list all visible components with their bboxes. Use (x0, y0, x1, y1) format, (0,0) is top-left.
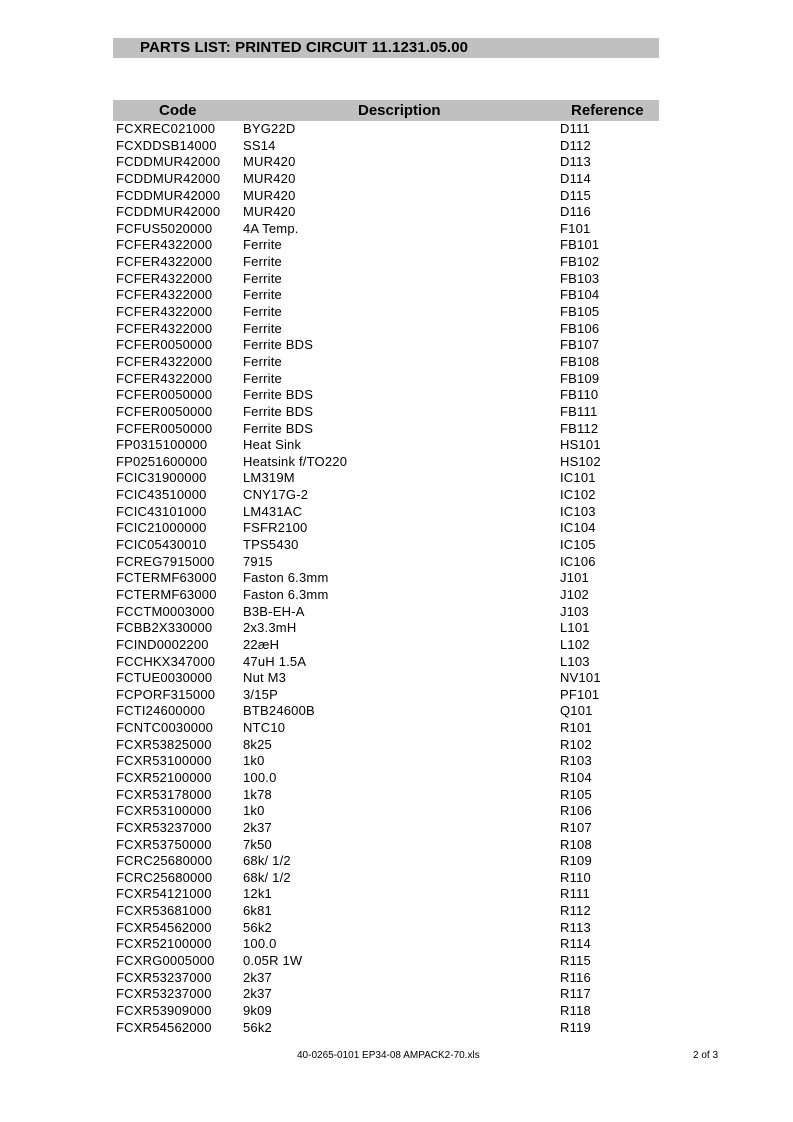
part-description: Faston 6.3mm (243, 586, 329, 602)
part-reference: IC106 (560, 553, 596, 569)
part-description: Ferrite (243, 237, 282, 253)
part-reference: D113 (560, 154, 591, 170)
table-row (0, 321, 793, 338)
part-reference: R108 (560, 836, 592, 852)
part-description: 9k09 (243, 1002, 272, 1018)
part-reference: J102 (560, 586, 589, 602)
table-row (0, 387, 793, 404)
part-code: FCXR53237000 (116, 969, 212, 985)
table-row (0, 670, 793, 687)
part-code: FCXR53237000 (116, 819, 212, 835)
part-description: Nut M3 (243, 670, 287, 686)
part-reference: FB102 (560, 254, 600, 270)
part-description: MUR420 (243, 187, 296, 203)
part-description: LM319M (243, 470, 295, 486)
table-row (0, 703, 793, 720)
part-description: TPS5430 (243, 537, 299, 553)
part-description: Ferrite BDS (243, 420, 314, 436)
part-description: Ferrite (243, 304, 282, 320)
part-description: Ferrite (243, 353, 282, 369)
part-reference: IC104 (560, 520, 596, 536)
part-code: FCDDMUR42000 (116, 154, 221, 170)
part-code: FCFER4322000 (116, 304, 213, 320)
part-description: 3/15P (243, 686, 278, 702)
part-description: 12k1 (243, 886, 272, 902)
table-row (0, 154, 793, 171)
part-code: FCIC43510000 (116, 487, 207, 503)
part-reference: FB112 (560, 420, 599, 436)
part-code: FCFER4322000 (116, 237, 213, 253)
part-description: 7k50 (243, 836, 272, 852)
table-row (0, 138, 793, 155)
table-row (0, 920, 793, 937)
table-row (0, 803, 793, 820)
table-row (0, 604, 793, 621)
part-reference: FB104 (560, 287, 600, 303)
part-code: FCXR53178000 (116, 786, 212, 802)
page-title: PARTS LIST: PRINTED CIRCUIT 11.1231.05.00 (140, 39, 469, 56)
part-reference: R113 (560, 919, 591, 935)
table-row (0, 936, 793, 953)
part-code: FCDDMUR42000 (116, 187, 221, 203)
part-reference: FB101 (560, 237, 600, 253)
part-reference: PF101 (560, 686, 600, 702)
part-code: FCIC43101000 (116, 503, 207, 519)
table-row (0, 1020, 793, 1037)
part-reference: D116 (560, 204, 591, 220)
part-description: LM431AC (243, 503, 303, 519)
part-reference: R118 (560, 1002, 591, 1018)
part-code: FCXR54562000 (116, 1019, 212, 1035)
table-row (0, 737, 793, 754)
part-reference: R111 (560, 886, 590, 902)
table-row (0, 870, 793, 887)
part-reference: D114 (560, 170, 591, 186)
part-reference: R104 (560, 769, 592, 785)
table-row (0, 753, 793, 770)
part-reference: D112 (560, 137, 591, 153)
part-reference: J101 (560, 570, 589, 586)
table-row (0, 204, 793, 221)
part-reference: R116 (560, 969, 591, 985)
table-row (0, 537, 793, 554)
table-row (0, 337, 793, 354)
table-header (113, 100, 659, 121)
part-description: Faston 6.3mm (243, 570, 329, 586)
part-reference: R107 (560, 819, 592, 835)
table-row (0, 371, 793, 388)
part-code: FCXR53237000 (116, 986, 212, 1002)
part-code: FCXR53100000 (116, 803, 212, 819)
part-description: Heat Sink (243, 437, 302, 453)
table-row (0, 620, 793, 637)
part-code: FCFER4322000 (116, 270, 213, 286)
part-description: 7915 (243, 553, 273, 569)
part-code: FCXR54121000 (116, 886, 212, 902)
part-reference: IC101 (560, 470, 596, 486)
part-reference: J103 (560, 603, 589, 619)
part-reference: FB109 (560, 370, 600, 386)
part-description: Ferrite (243, 320, 282, 336)
part-description: MUR420 (243, 170, 296, 186)
table-row (0, 454, 793, 471)
part-description: Ferrite (243, 270, 282, 286)
table-row (0, 254, 793, 271)
part-code: FCFER0050000 (116, 403, 213, 419)
part-reference: R105 (560, 786, 592, 802)
table-row (0, 354, 793, 371)
part-code: FCDDMUR42000 (116, 204, 221, 220)
table-row (0, 970, 793, 987)
part-code: FCREG7915000 (116, 553, 215, 569)
table-row (0, 188, 793, 205)
part-description: 100.0 (243, 769, 277, 785)
part-description: B3B-EH-A (243, 603, 305, 619)
part-reference: FB107 (560, 337, 600, 353)
part-description: 47uH 1.5A (243, 653, 307, 669)
part-description: SS14 (243, 137, 276, 153)
part-code: FCXR52100000 (116, 769, 212, 785)
part-code: FCFER4322000 (116, 353, 213, 369)
part-description: Heatsink f/TO220 (243, 453, 348, 469)
part-reference: R110 (560, 869, 591, 885)
parts-table-body (0, 121, 793, 1036)
part-code: FCFUS5020000 (116, 220, 213, 236)
part-description: BTB24600B (243, 703, 315, 719)
part-reference: R119 (560, 1019, 591, 1035)
part-description: 22æH (243, 636, 280, 652)
part-code: FCXRG0005000 (116, 953, 215, 969)
part-description: 1k0 (243, 753, 265, 769)
part-reference: HS101 (560, 437, 601, 453)
part-code: FCRC25680000 (116, 853, 213, 869)
part-reference: IC102 (560, 487, 596, 503)
part-description: 2x3.3mH (243, 620, 297, 636)
part-reference: L101 (560, 620, 590, 636)
part-reference: R117 (560, 986, 591, 1002)
part-code: FCXR53100000 (116, 753, 212, 769)
part-code: FCTUE0030000 (116, 670, 213, 686)
part-reference: IC105 (560, 537, 596, 553)
part-reference: L103 (560, 653, 590, 669)
title-bar (113, 38, 659, 58)
table-row (0, 637, 793, 654)
part-code: FP0315100000 (116, 437, 208, 453)
part-code: FCTERMF63000 (116, 570, 217, 586)
part-code: FCXDDSB14000 (116, 137, 217, 153)
part-description: 1k78 (243, 786, 272, 802)
table-row (0, 820, 793, 837)
part-code: FCFER4322000 (116, 287, 213, 303)
table-row (0, 1003, 793, 1020)
part-code: FCXR53750000 (116, 836, 212, 852)
part-description: NTC10 (243, 720, 286, 736)
part-description: MUR420 (243, 154, 296, 170)
table-row (0, 837, 793, 854)
part-description: Ferrite BDS (243, 387, 314, 403)
part-description: 6k81 (243, 903, 272, 919)
part-reference: FB110 (560, 387, 599, 403)
part-code: FCFER0050000 (116, 387, 213, 403)
column-header-code: Code (159, 102, 197, 119)
part-description: Ferrite (243, 287, 282, 303)
part-reference: R102 (560, 736, 592, 752)
part-reference: F101 (560, 220, 591, 236)
part-code: FCCHKX347000 (116, 653, 216, 669)
part-code: FCFER4322000 (116, 370, 213, 386)
part-description: 56k2 (243, 1019, 272, 1035)
part-description: 68k/ 1/2 (243, 853, 291, 869)
part-code: FCIC31900000 (116, 470, 207, 486)
part-code: FCXR52100000 (116, 936, 212, 952)
part-reference: IC103 (560, 503, 596, 519)
table-row (0, 520, 793, 537)
table-row (0, 687, 793, 704)
part-reference: R115 (560, 953, 591, 969)
table-row (0, 886, 793, 903)
table-row (0, 654, 793, 671)
part-reference: FB108 (560, 353, 600, 369)
part-code: FCIC05430010 (116, 537, 207, 553)
part-description: 56k2 (243, 919, 272, 935)
part-description: Ferrite (243, 254, 282, 270)
part-code: FCTERMF63000 (116, 586, 217, 602)
part-reference: HS102 (560, 453, 601, 469)
part-reference: FB105 (560, 304, 600, 320)
part-code: FCBB2X330000 (116, 620, 213, 636)
part-description: Ferrite (243, 370, 282, 386)
table-row (0, 271, 793, 288)
table-row (0, 470, 793, 487)
part-code: FCXR53909000 (116, 1002, 212, 1018)
part-description: Ferrite BDS (243, 337, 314, 353)
part-code: FCNTC0030000 (116, 720, 214, 736)
table-row (0, 504, 793, 521)
part-code: FCCTM0003000 (116, 603, 215, 619)
table-row (0, 404, 793, 421)
part-reference: NV101 (560, 670, 601, 686)
part-code: FCIND0002200 (116, 636, 209, 652)
part-code: FCXREC021000 (116, 121, 216, 136)
part-reference: FB111 (560, 403, 598, 419)
part-description: Ferrite BDS (243, 403, 314, 419)
part-reference: FB103 (560, 270, 600, 286)
part-code: FCXR54562000 (116, 919, 212, 935)
table-row (0, 487, 793, 504)
table-row (0, 287, 793, 304)
part-code: FCIC21000000 (116, 520, 207, 536)
part-code: FP0251600000 (116, 453, 208, 469)
part-description: 2k37 (243, 986, 272, 1002)
part-description: 100.0 (243, 936, 277, 952)
part-code: FCFER0050000 (116, 337, 213, 353)
table-row (0, 221, 793, 238)
part-code: FCRC25680000 (116, 869, 213, 885)
part-code: FCPORF315000 (116, 686, 216, 702)
part-description: 68k/ 1/2 (243, 869, 291, 885)
part-description: 1k0 (243, 803, 265, 819)
table-row (0, 570, 793, 587)
table-row (0, 121, 793, 138)
column-header-reference: Reference (571, 102, 644, 119)
part-reference: D115 (560, 187, 591, 203)
part-reference: FB106 (560, 320, 600, 336)
table-row (0, 237, 793, 254)
part-description: 2k37 (243, 969, 272, 985)
table-row (0, 421, 793, 438)
part-code: FCXR53825000 (116, 736, 212, 752)
table-row (0, 853, 793, 870)
part-reference: L102 (560, 636, 590, 652)
part-code: FCFER0050000 (116, 420, 213, 436)
footer-page-number: 2 of 3 (693, 1050, 719, 1061)
part-description: 4A Temp. (243, 220, 299, 236)
part-description: CNY17G-2 (243, 487, 309, 503)
part-reference: R101 (560, 720, 592, 736)
table-row (0, 554, 793, 571)
table-row (0, 903, 793, 920)
part-code: FCDDMUR42000 (116, 170, 221, 186)
part-description: 8k25 (243, 736, 272, 752)
part-reference: R114 (560, 936, 591, 952)
part-code: FCTI24600000 (116, 703, 206, 719)
table-row (0, 587, 793, 604)
part-reference: R106 (560, 803, 592, 819)
part-reference: R112 (560, 903, 591, 919)
part-description: 0.05R 1W (243, 953, 303, 969)
part-reference: R103 (560, 753, 592, 769)
table-row (0, 787, 793, 804)
part-description: FSFR2100 (243, 520, 308, 536)
table-row (0, 953, 793, 970)
part-description: BYG22D (243, 121, 296, 136)
part-description: MUR420 (243, 204, 296, 220)
column-header-description: Description (358, 102, 441, 119)
part-reference: Q101 (560, 703, 593, 719)
footer-filename: 40-0265-0101 EP34-08 AMPACK2-70.xls (297, 1050, 480, 1061)
part-reference: D111 (560, 121, 590, 136)
part-description: 2k37 (243, 819, 272, 835)
table-row (0, 171, 793, 188)
table-row (0, 720, 793, 737)
table-row (0, 986, 793, 1003)
part-code: FCXR53681000 (116, 903, 212, 919)
part-code: FCFER4322000 (116, 254, 213, 270)
table-row (0, 304, 793, 321)
table-row (0, 437, 793, 454)
part-code: FCFER4322000 (116, 320, 213, 336)
part-reference: R109 (560, 853, 592, 869)
table-row (0, 770, 793, 787)
